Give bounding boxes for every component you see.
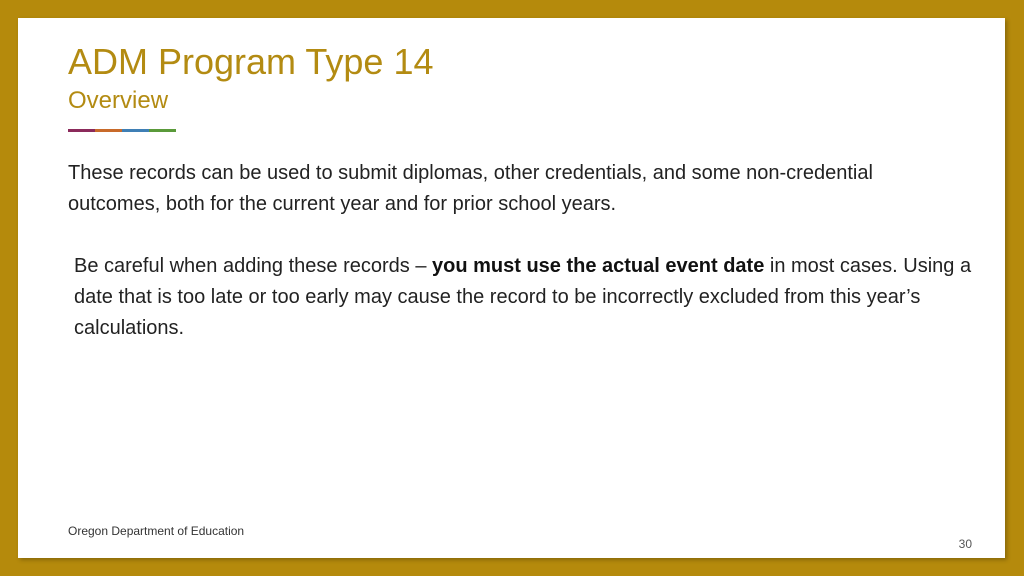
slide-subtitle: Overview <box>68 87 169 114</box>
accent-segment <box>68 129 95 132</box>
page-number: 30 <box>958 537 972 551</box>
accent-segment <box>95 129 122 132</box>
footer-organization: Oregon Department of Education <box>68 524 245 538</box>
slide-title: ADM Program Type 14 <box>68 41 434 82</box>
warning-emphasis: you must use the actual event date <box>432 255 765 277</box>
body-paragraph-intro: These records can be used to submit diplomas, other credentials, and some non-credential outcomes, both for the current year and for prior school years. <box>68 162 873 215</box>
warning-text-start: Be careful when adding these records – <box>74 255 432 277</box>
accent-segment <box>149 129 176 132</box>
warning-text-end: in most cases. Using a date that is too late or too early may cause the record to be incorrectly excluded from this year’s calculations. <box>74 255 972 339</box>
slide <box>18 18 1005 558</box>
accent-divider <box>68 129 176 132</box>
body-paragraph-warning <box>74 251 974 344</box>
accent-segment <box>122 129 149 132</box>
